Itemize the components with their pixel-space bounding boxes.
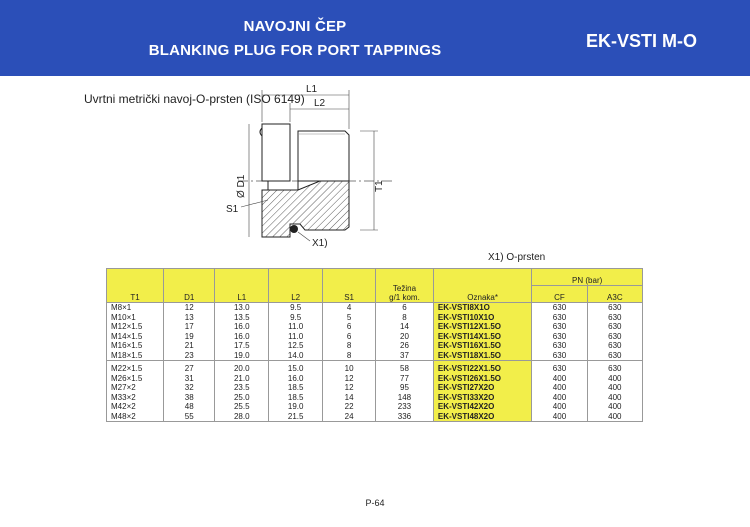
- cell-d1: 21: [164, 341, 215, 351]
- cell-w: 77: [376, 374, 434, 384]
- col-a3c: A3C: [587, 286, 642, 303]
- table-body: [107, 303, 643, 422]
- cell-l1: 20.0: [215, 361, 269, 374]
- cell-cf: 400: [532, 383, 587, 393]
- col-cf: CF: [532, 286, 587, 303]
- table-row: [107, 351, 643, 361]
- cell-w: 6: [376, 303, 434, 313]
- cell-cf: 630: [532, 303, 587, 313]
- table-row: [107, 332, 643, 342]
- table-row: [107, 393, 643, 403]
- table-row: [107, 374, 643, 384]
- cell-cf: 400: [532, 412, 587, 422]
- cell-t1: M27×2: [107, 383, 164, 393]
- label-x1: X1): [312, 238, 328, 249]
- cell-d1: 27: [164, 361, 215, 374]
- cell-d1: 31: [164, 374, 215, 384]
- cell-s1: 10: [323, 361, 376, 374]
- cell-code: EK-VSTI33X2O: [433, 393, 531, 403]
- cell-code: EK-VSTI42X2O: [433, 402, 531, 412]
- cell-code: EK-VSTI14X1.5O: [433, 332, 531, 342]
- cell-a3c: 630: [587, 313, 642, 323]
- cell-d1: 19: [164, 332, 215, 342]
- cell-a3c: 400: [587, 393, 642, 403]
- cell-code: EK-VSTI16X1.5O: [433, 341, 531, 351]
- cell-s1: 12: [323, 383, 376, 393]
- spec-table: [106, 268, 643, 422]
- cell-w: 8: [376, 313, 434, 323]
- cell-t1: M8×1: [107, 303, 164, 313]
- cell-t1: M42×2: [107, 402, 164, 412]
- cell-l1: 13.0: [215, 303, 269, 313]
- oring-caption: X1) O-prsten: [488, 252, 546, 263]
- cell-l1: 21.0: [215, 374, 269, 384]
- title-croatian: NAVOJNI ČEP: [243, 18, 347, 35]
- col-weight-unit: g/1 kom.: [389, 293, 420, 302]
- cell-w: 233: [376, 402, 434, 412]
- cell-t1: M10×1: [107, 313, 164, 323]
- table-row: [107, 383, 643, 393]
- cell-l2: 18.5: [269, 383, 323, 393]
- cell-cf: 630: [532, 341, 587, 351]
- cell-w: 37: [376, 351, 434, 361]
- cell-l1: 19.0: [215, 351, 269, 361]
- col-pn: PN (bar): [532, 269, 643, 286]
- col-weight-label: Težina: [392, 284, 417, 293]
- cell-w: 336: [376, 412, 434, 422]
- cell-a3c: 400: [587, 383, 642, 393]
- cell-a3c: 630: [587, 303, 642, 313]
- table-row: [107, 303, 643, 313]
- table-row: [107, 313, 643, 323]
- col-weight: [376, 269, 434, 303]
- cell-s1: 4: [323, 303, 376, 313]
- cell-cf: 630: [532, 351, 587, 361]
- cell-s1: 6: [323, 322, 376, 332]
- col-s1: S1: [323, 269, 376, 303]
- col-d1: D1: [164, 269, 215, 303]
- col-code: Oznaka*: [433, 269, 531, 303]
- cell-a3c: 400: [587, 402, 642, 412]
- cell-d1: 17: [164, 322, 215, 332]
- cell-a3c: 630: [587, 322, 642, 332]
- cell-cf: 630: [532, 332, 587, 342]
- cell-a3c: 400: [587, 412, 642, 422]
- cell-cf: 400: [532, 374, 587, 384]
- cell-l2: 12.5: [269, 341, 323, 351]
- label-s1: S1: [226, 204, 239, 215]
- cell-t1: M12×1.5: [107, 322, 164, 332]
- cell-cf: 630: [532, 361, 587, 374]
- cell-s1: 6: [323, 332, 376, 342]
- cell-d1: 23: [164, 351, 215, 361]
- cell-l1: 13.5: [215, 313, 269, 323]
- table-row: [107, 322, 643, 332]
- col-l1: L1: [215, 269, 269, 303]
- cell-l2: 16.0: [269, 374, 323, 384]
- cell-a3c: 630: [587, 361, 642, 374]
- cell-cf: 630: [532, 322, 587, 332]
- label-d1: Ø D1: [236, 174, 247, 198]
- cell-s1: 22: [323, 402, 376, 412]
- cell-t1: M33×2: [107, 393, 164, 403]
- cell-l2: 21.5: [269, 412, 323, 422]
- cell-t1: M16×1.5: [107, 341, 164, 351]
- page-number: P-64: [365, 498, 385, 508]
- cell-d1: 32: [164, 383, 215, 393]
- cell-code: EK-VSTI8X1O: [433, 303, 531, 313]
- cell-d1: 48: [164, 402, 215, 412]
- label-t1: T1: [374, 180, 385, 192]
- cell-d1: 12: [164, 303, 215, 313]
- cell-t1: M48×2: [107, 412, 164, 422]
- cell-s1: 8: [323, 341, 376, 351]
- subtitle: Uvrtni metrički navoj-O-prsten (ISO 6149): [84, 92, 305, 106]
- cell-t1: M26×1.5: [107, 374, 164, 384]
- cell-t1: M18×1.5: [107, 351, 164, 361]
- product-code: EK-VSTI M-O: [586, 31, 697, 51]
- cell-d1: 55: [164, 412, 215, 422]
- cell-code: EK-VSTI12X1.5O: [433, 322, 531, 332]
- cell-s1: 5: [323, 313, 376, 323]
- cell-l1: 28.0: [215, 412, 269, 422]
- table-row: [107, 361, 643, 374]
- cell-w: 14: [376, 322, 434, 332]
- cell-s1: 12: [323, 374, 376, 384]
- cell-code: EK-VSTI22X1.5O: [433, 361, 531, 374]
- technical-drawing: [215, 78, 415, 253]
- cell-l1: 17.5: [215, 341, 269, 351]
- cell-s1: 24: [323, 412, 376, 422]
- cell-cf: 400: [532, 393, 587, 403]
- cell-cf: 630: [532, 313, 587, 323]
- cell-l2: 19.0: [269, 402, 323, 412]
- cell-l2: 11.0: [269, 322, 323, 332]
- cell-a3c: 630: [587, 341, 642, 351]
- col-l2: L2: [269, 269, 323, 303]
- label-l2: L2: [314, 98, 326, 109]
- page-header: [0, 0, 750, 76]
- cell-code: EK-VSTI48X2O: [433, 412, 531, 422]
- cell-d1: 38: [164, 393, 215, 403]
- cell-a3c: 400: [587, 374, 642, 384]
- cell-w: 58: [376, 361, 434, 374]
- table-row: [107, 341, 643, 351]
- cell-s1: 14: [323, 393, 376, 403]
- cell-l1: 25.0: [215, 393, 269, 403]
- cell-a3c: 630: [587, 332, 642, 342]
- cell-code: EK-VSTI26X1.5O: [433, 374, 531, 384]
- cell-s1: 8: [323, 351, 376, 361]
- title-english: BLANKING PLUG FOR PORT TAPPINGS: [148, 42, 442, 59]
- cell-t1: M22×1.5: [107, 361, 164, 374]
- cell-l1: 16.0: [215, 332, 269, 342]
- table-row: [107, 402, 643, 412]
- table-row: [107, 412, 643, 422]
- cell-t1: M14×1.5: [107, 332, 164, 342]
- cell-w: 95: [376, 383, 434, 393]
- cell-l2: 9.5: [269, 303, 323, 313]
- cell-l2: 14.0: [269, 351, 323, 361]
- cell-a3c: 630: [587, 351, 642, 361]
- cell-d1: 13: [164, 313, 215, 323]
- table-header-row: [107, 269, 643, 286]
- cell-code: EK-VSTI18X1.5O: [433, 351, 531, 361]
- cell-code: EK-VSTI10X1O: [433, 313, 531, 323]
- cell-cf: 400: [532, 402, 587, 412]
- cell-l2: 15.0: [269, 361, 323, 374]
- cell-l2: 9.5: [269, 313, 323, 323]
- cell-l1: 25.5: [215, 402, 269, 412]
- cell-w: 26: [376, 341, 434, 351]
- cell-l1: 23.5: [215, 383, 269, 393]
- cell-l2: 11.0: [269, 332, 323, 342]
- cell-l2: 18.5: [269, 393, 323, 403]
- cell-code: EK-VSTI27X2O: [433, 383, 531, 393]
- label-l1: L1: [306, 84, 318, 95]
- cell-l1: 16.0: [215, 322, 269, 332]
- cell-w: 148: [376, 393, 434, 403]
- col-t1: T1: [107, 269, 164, 303]
- cell-w: 20: [376, 332, 434, 342]
